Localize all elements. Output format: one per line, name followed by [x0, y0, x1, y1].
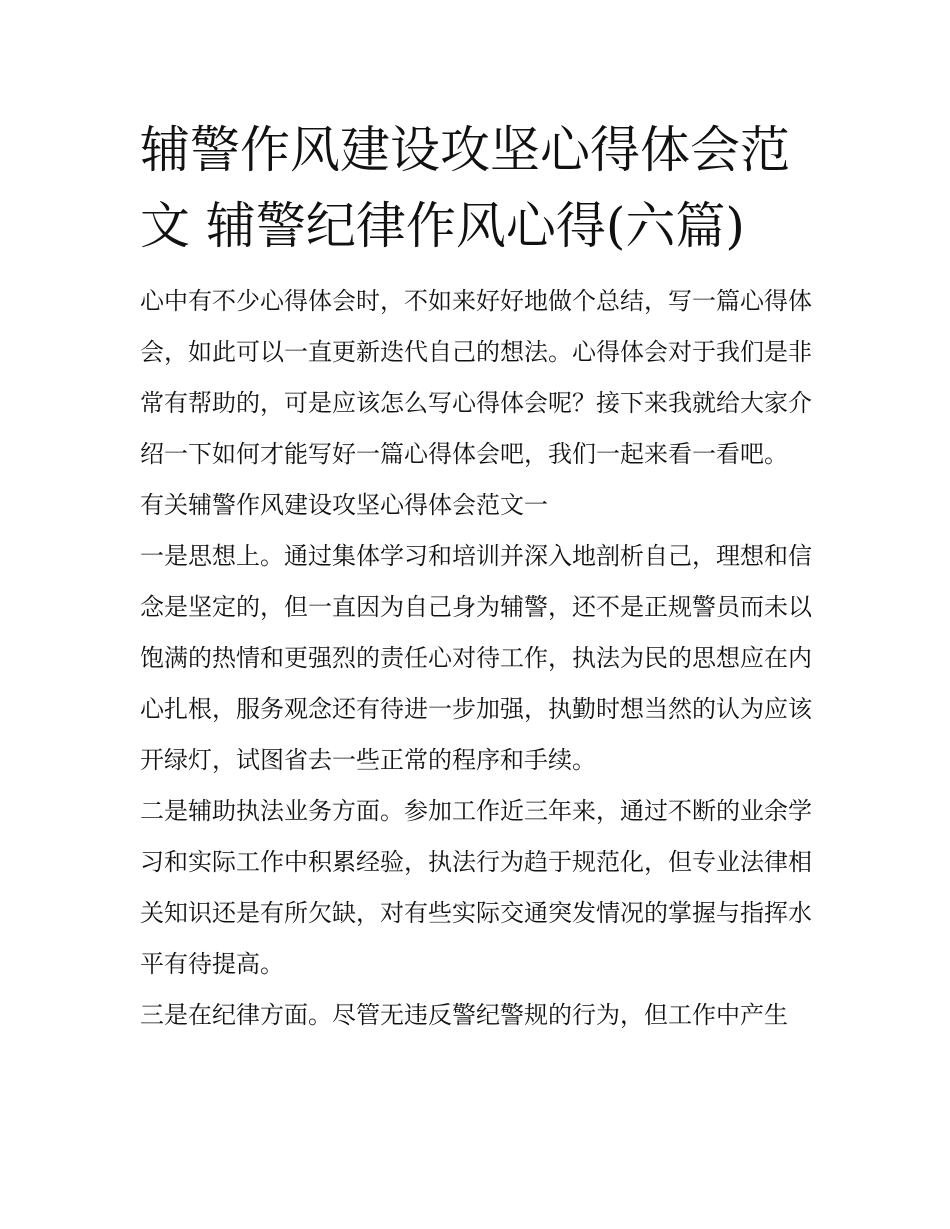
body-paragraph: 二是辅助执法业务方面。参加工作近三年来，通过不断的业余学习和实际工作中积累经验，执法行为趋于规范化，但专业法律相关知识还是有所欠缺，对有些实际交通突发情况的掌握与指挥水平有待提高。	[140, 797, 812, 978]
body-paragraph: 一是思想上。通过集体学习和培训并深入地剖析自己，理想和信念是坚定的，但一直因为自己身为辅警，还不是正规警员而未以饱满的热情和更强烈的责任心对待工作，执法为民的思想应在内心扎根，服务观念还有待进一步加强，执勤时想当然的认为应该开绿灯，试图省去一些正常的程序和手续。	[140, 542, 812, 774]
section-heading: 有关辅警作风建设攻坚心得体会范文一	[140, 491, 548, 519]
document-title: 辅警作风建设攻坚心得体会范文 辅警纪律作风心得(六篇)	[140, 121, 790, 255]
body-paragraph: 三是在纪律方面。尽管无违反警纪警规的行为，但工作中产生	[140, 1001, 788, 1029]
document-page	[140, 112, 812, 1041]
intro-paragraph: 心中有不少心得体会时，不如来好好地做个总结，写一篇心得体会，如此可以一直更新迭代自己的想法。心得体会对于我们是非常有帮助的，可是应该怎么写心得体会呢？接下来我就给大家介绍一下如何才能写好一篇心得体会吧，我们一起来看一看吧。	[140, 287, 812, 468]
document-body	[140, 276, 812, 1041]
